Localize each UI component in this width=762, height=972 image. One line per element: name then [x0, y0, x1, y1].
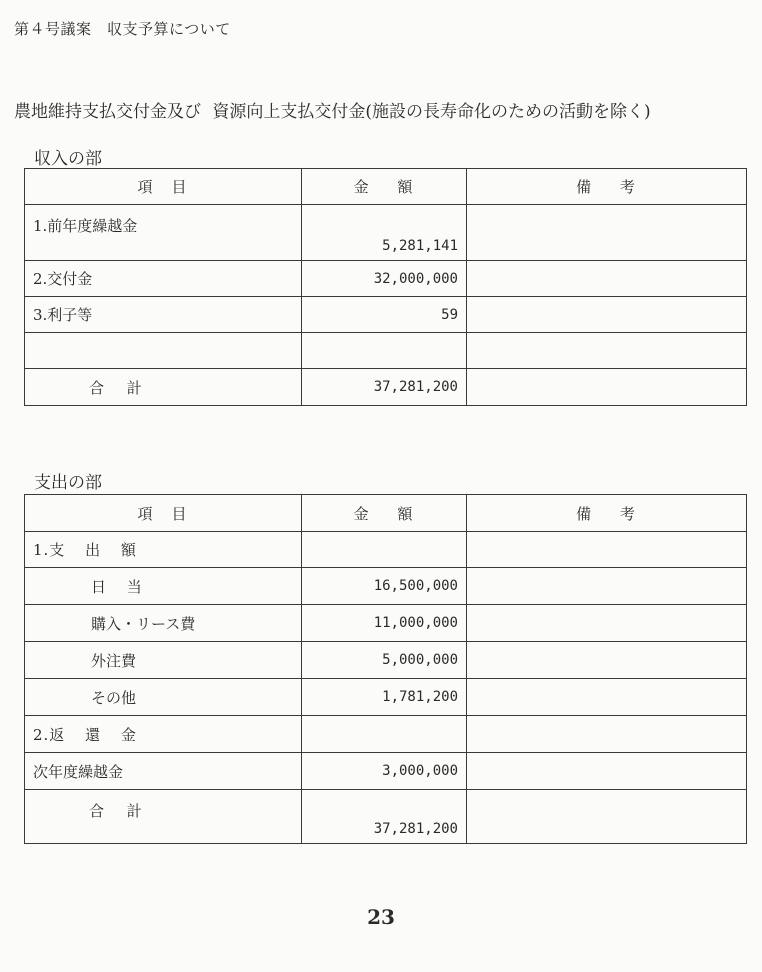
expense-header-row	[25, 495, 747, 532]
row-item: 合 計	[25, 369, 302, 406]
expense-table	[24, 494, 747, 844]
column-header-item: 項 目	[25, 495, 302, 532]
row-amount	[302, 716, 467, 753]
row-item: 外注費	[25, 642, 302, 679]
table-row	[25, 568, 747, 605]
row-amount: 37,281,200	[302, 369, 467, 406]
row-item: 日 当	[25, 568, 302, 605]
row-amount: 5,000,000	[302, 642, 467, 679]
row-item: 1.前年度繰越金	[25, 205, 302, 261]
row-note	[467, 297, 747, 333]
row-note	[467, 790, 747, 844]
row-amount: 5,281,141	[302, 205, 467, 261]
column-header-note: 備 考	[467, 169, 747, 205]
row-amount: 32,000,000	[302, 261, 467, 297]
row-item: 次年度繰越金	[25, 753, 302, 790]
row-amount: 59	[302, 297, 467, 333]
row-item: 2.返 還 金	[25, 716, 302, 753]
table-row	[25, 753, 747, 790]
table-row	[25, 532, 747, 568]
table-row	[25, 205, 747, 261]
row-note	[467, 642, 747, 679]
table-row	[25, 679, 747, 716]
row-item: 1.支 出 額	[25, 532, 302, 568]
row-item: 購入・リース費	[25, 605, 302, 642]
row-amount: 1,781,200	[302, 679, 467, 716]
row-note	[467, 605, 747, 642]
row-note	[467, 753, 747, 790]
row-amount: 3,000,000	[302, 753, 467, 790]
row-amount	[302, 532, 467, 568]
row-item: その他	[25, 679, 302, 716]
table-row	[25, 605, 747, 642]
row-note	[467, 568, 747, 605]
row-note	[467, 532, 747, 568]
income-section-label: 収入の部	[34, 149, 102, 169]
table-row	[25, 642, 747, 679]
budget-subtitle: 農地維持支払交付金及び 資源向上支払交付金(施設の長寿命化のための活動を除く)	[14, 102, 651, 122]
table-row	[25, 297, 747, 333]
agenda-heading: 第４号議案 収支予算について	[14, 20, 231, 38]
table-row	[25, 333, 747, 369]
row-note	[467, 369, 747, 406]
row-note	[467, 716, 747, 753]
page-number: 23	[367, 905, 395, 929]
row-note	[467, 333, 747, 369]
income-table	[24, 168, 747, 406]
income-header-row	[25, 169, 747, 205]
column-header-item: 項 目	[25, 169, 302, 205]
row-item: 2.交付金	[25, 261, 302, 297]
table-row	[25, 716, 747, 753]
row-item: 3.利子等	[25, 297, 302, 333]
column-header-amount: 金 額	[302, 495, 467, 532]
expense-section-label: 支出の部	[34, 473, 102, 493]
row-note	[467, 261, 747, 297]
row-note	[467, 205, 747, 261]
column-header-note: 備 考	[467, 495, 747, 532]
row-note	[467, 679, 747, 716]
row-amount: 11,000,000	[302, 605, 467, 642]
row-amount	[302, 333, 467, 369]
column-header-amount: 金 額	[302, 169, 467, 205]
row-amount: 16,500,000	[302, 568, 467, 605]
row-item	[25, 333, 302, 369]
row-item: 合 計	[25, 790, 302, 844]
table-row	[25, 261, 747, 297]
total-row	[25, 369, 747, 406]
row-amount: 37,281,200	[302, 790, 467, 844]
total-row	[25, 790, 747, 844]
